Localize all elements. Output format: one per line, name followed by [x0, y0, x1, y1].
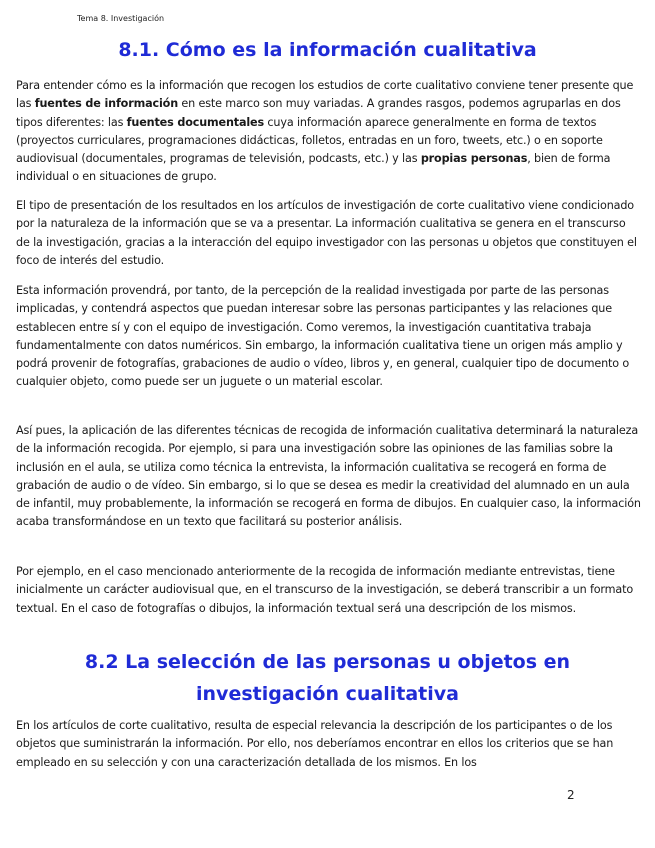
paragraph: El tipo de presentación de los resultados en los artículos de investigación de corte cualitativo viene condicionado por la naturaleza de la información que se va a presentar. La información cualitativa se genera en el transcurso de la investigación, gracias a la interacción del equipo investigador con las personas u objetos que constituyen el foco de interés del estudio. — [16, 199, 637, 267]
paragraph-text: Para entender cómo es la información que recogen los estudios de corte cualitativo conviene tener presente que las — [16, 79, 634, 111]
paragraph-text: , bien de forma individual o en situaciones de grupo. — [16, 152, 611, 184]
paragraph: En los artículos de corte cualitativo, resulta de especial relevancia la descripción de los participantes o de los objetos que suministrarán la información. Por ello, nos deberíamos encontrar en ellos los criterios que se han empleado en su selección y con una caracterización detallada de los mismos. En los — [16, 719, 614, 769]
paragraph-text: en este marco son muy variadas. A grandes rasgos, podemos agruparlas en dos tipos diferentes: las — [16, 97, 621, 129]
bold-term-propias-personas: propias personas — [420, 152, 528, 166]
running-header: Tema 8. Investigación — [77, 14, 165, 23]
bold-term-fuentes-de-informacion: fuentes de información — [34, 97, 179, 111]
section-heading-8-2: 8.2 La selección de las personas u objetos en investigación cualitativa — [84, 651, 571, 705]
paragraph: Así pues, la aplicación de las diferentes técnicas de recogida de información cualitativa determinará la naturaleza de la información recogida. Por ejemplo, si para una investigación sobre las opiniones de las familias sobre la inclusión en el aula, se utiliza como técnica la entrevista, la información cualitativa se recogerá en forma de grabación de audio o de vídeo. Sin embargo, si lo que se desea es medir la creatividad del alumnado en un aula de infantil, muy probablemente, la información se recogerá en forma de dibujos. En cualquier caso, la información acaba transformándose en un texto que facilitará su posterior análisis. — [16, 424, 641, 529]
paragraph: Por ejemplo, en el caso mencionado anteriormente de la recogida de información mediante entrevistas, tiene inicialmente un carácter audiovisual que, en el transcurso de la investigación, se deberá transcribir a un formato textual. En el caso de fotografías o dibujos, la información textual será una descripción de los mismos. — [16, 565, 634, 615]
paragraph-text: cuya información aparece generalmente en forma de textos (proyectos curriculares, programaciones didácticas, folletos, entradas en un foro, tweets, etc.) o en soporte audiovisual (documentales, programas de televisión, podcasts, etc.) y las — [16, 115, 603, 166]
bold-term-fuentes-documentales: fuentes documentales — [126, 115, 265, 129]
paragraph: Esta información provendrá, por tanto, de la percepción de la realidad investigada por parte de las personas implicadas, y contendrá aspectos que puedan interesar sobre las personas participantes y las relaciones que establecen entre sí y con el equipo de investigación. Como veremos, la investigación cuantitativa trabaja fundamentalmente con datos numéricos. Sin embargo, la información cualitativa tiene un origen más amplio y podrá provenir de fotografías, grabaciones de audio o vídeo, libros y, en general, cualquier tipo de documento o cualquier objeto, como puede ser un juguete o un material escolar. — [16, 284, 630, 389]
paragraph — [16, 77, 641, 187]
page-number: 2 — [567, 788, 575, 802]
section-heading-8-1: 8.1. Cómo es la información cualitativa — [118, 39, 537, 61]
